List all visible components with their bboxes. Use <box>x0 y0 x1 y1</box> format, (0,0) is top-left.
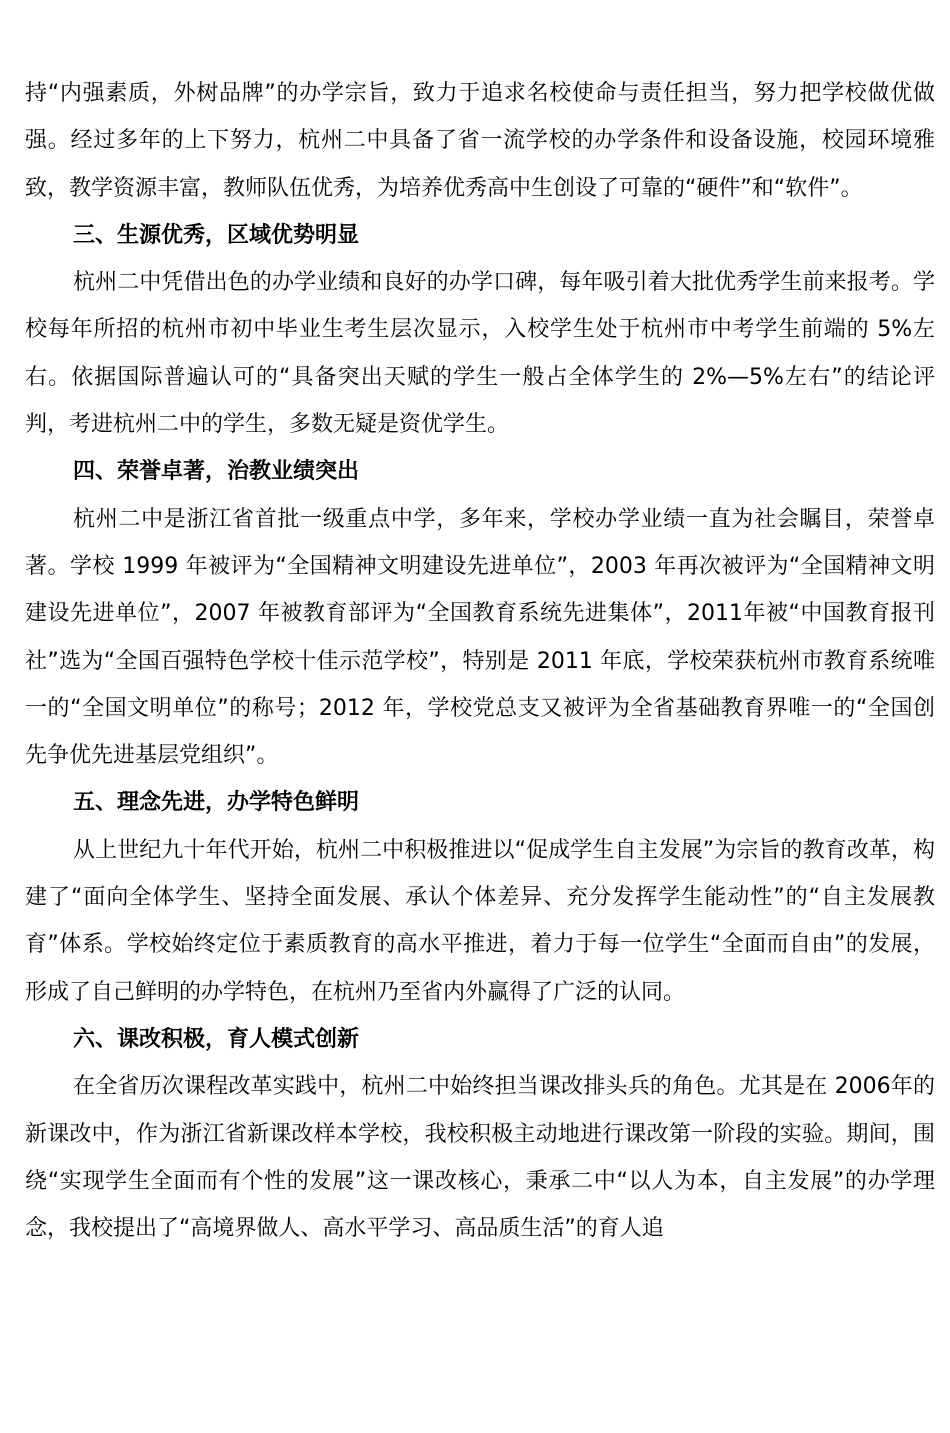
document-body <box>25 70 935 1252</box>
section-heading-3: 三、生源优秀，区域优势明显 <box>73 222 360 248</box>
paragraph-section-6: 在全省历次课程改革实践中，杭州二中始终担当课改排头兵的角色。尤其是在 2006年的新课改中，作为浙江省新课改样本学校，我校积极主动地进行课改第一阶段的实验。期间，围绕“实现学生全面而有个性的发展”这一课改核心，秉承二中“以人为本，自主发展”的办学理念，我校提出了“高境界做人、高水平学习、高品质生活”的育人追 <box>25 1074 935 1242</box>
paragraph-section-5: 从上世纪九十年代开始，杭州二中积极推进以“促成学生自主发展”为宗旨的教育改革，构建了“面向全体学生、坚持全面发展、承认个体差异、充分发挥学生能动性”的“自主发展教育”体系。学校始终定位于素质教育的高水平推进，着力于每一位学生“全面而自由”的发展，形成了自己鲜明的办学特色，在杭州乃至省内外赢得了广泛的认同。 <box>25 837 935 1005</box>
paragraph-section-3: 杭州二中凭借出色的办学业绩和良好的办学口碑，每年吸引着大批优秀学生前来报考。学校每年所招的杭州市初中毕业生考生层次显示，入校学生处于杭州市中考学生前端的 5%左右。依据国际普遍认可的“具备突出天赋的学生一般占全体学生的 2%—5%左右”的结论评判，考进杭州二中的学生，多数无疑是资优学生。 <box>25 270 935 438</box>
section-heading-5: 五、理念先进，办学特色鲜明 <box>73 790 360 816</box>
paragraph-intro-continued: 持“内强素质，外树品牌”的办学宗旨，致力于追求名校使命与责任担当，努力把学校做优做强。经过多年的上下努力，杭州二中具备了省一流学校的办学条件和设备设施，校园环境雅致，教学资源丰富，教师队伍优秀，为培养优秀高中生创设了可靠的“硬件”和“软件”。 <box>25 81 935 201</box>
section-heading-4: 四、荣誉卓著，治教业绩突出 <box>73 459 360 485</box>
paragraph-section-4: 杭州二中是浙江省首批一级重点中学，多年来，学校办学业绩一直为社会瞩目，荣誉卓著。学校 1999 年被评为“全国精神文明建设先进单位”，2003 年再次被评为“全国精神文明建设先进单位”，2007 年被教育部评为“全国教育系统先进集体”，2011年被“中国教育报刊社”选为“全国百强特色学校十佳示范学校”，特别是 2011 年底，学校荣获杭州市教育系统唯一的“全国文明单位”的称号；2012 年，学校党总支又被评为全省基础教育界唯一的“全国创先争优先进基层党组织”。 <box>25 506 935 769</box>
section-heading-6: 六、课改积极，育人模式创新 <box>73 1026 360 1052</box>
